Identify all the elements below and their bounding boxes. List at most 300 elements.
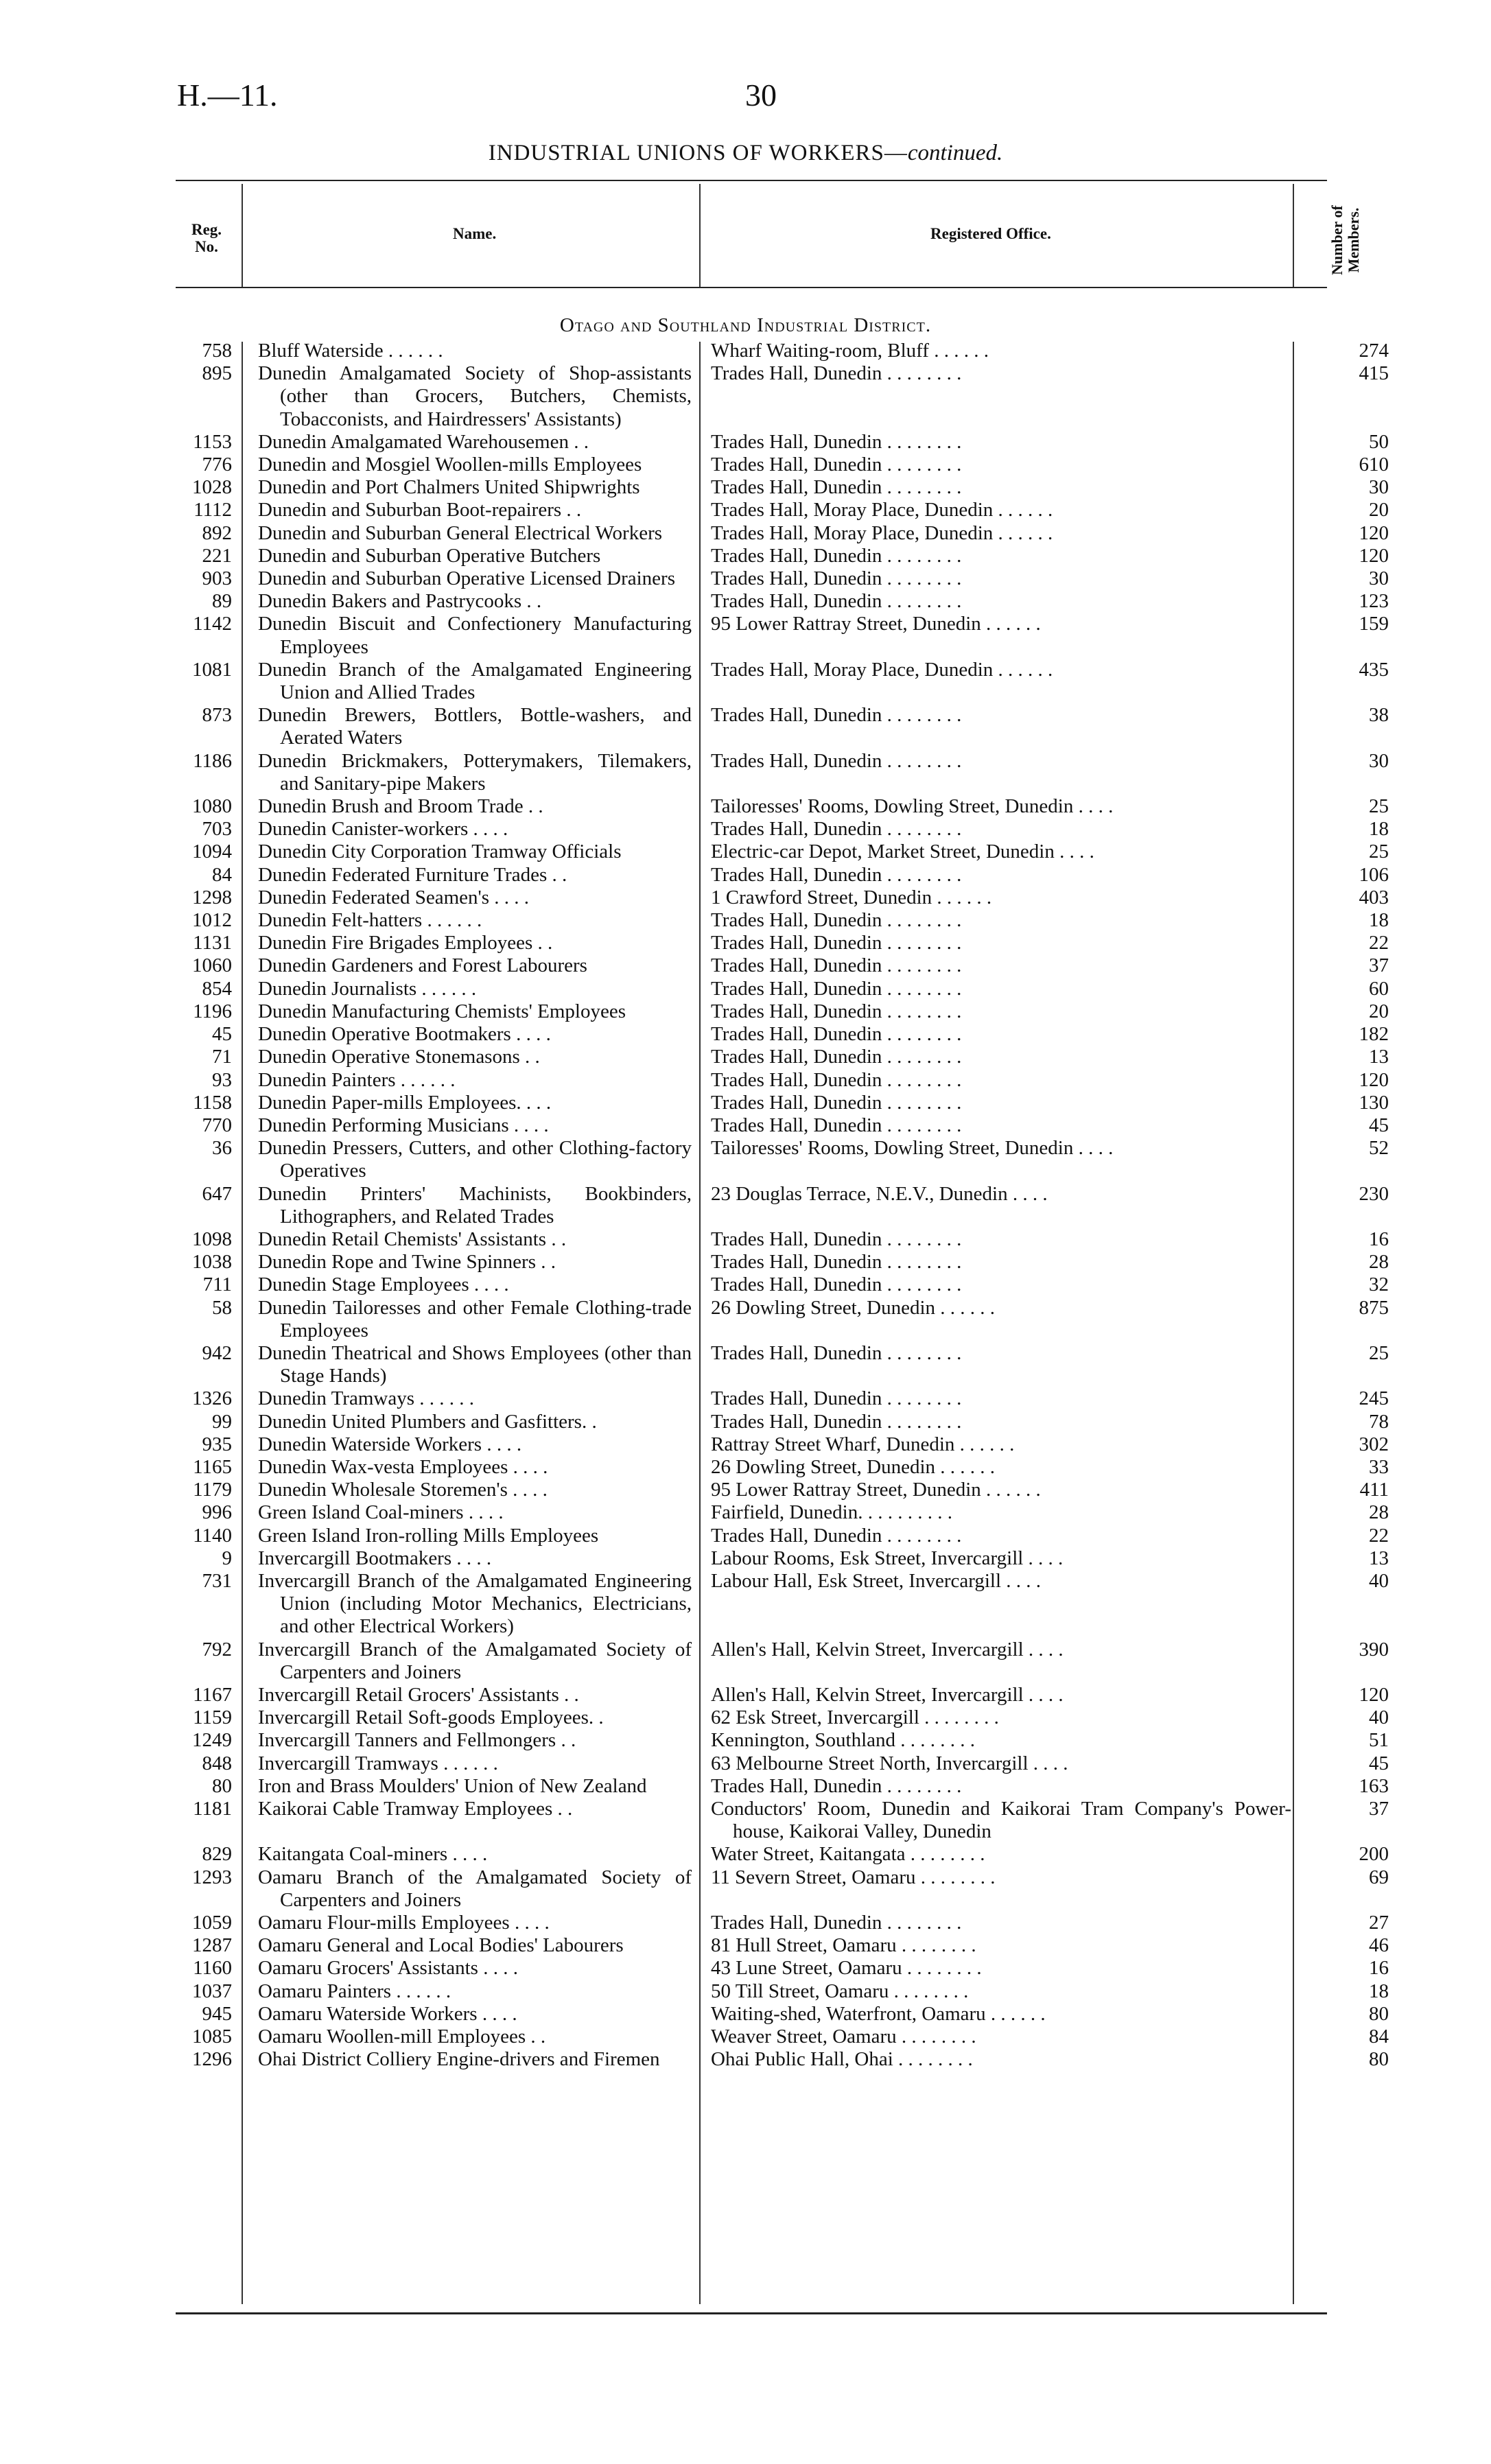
registered-office: 95 Lower Rattray Street, Dunedin . . . . . . — [711, 1479, 1041, 1501]
member-count: 40 — [1369, 1706, 1389, 1729]
union-name: Invercargill Branch of the Amalgamated Engineering Union (including Motor Mechanics, Electricians, and other Electrical Workers) — [258, 1569, 692, 1638]
registered-office: Trades Hall, Dunedin . . . . . . . . — [711, 909, 962, 932]
union-name: Oamaru Woollen-mill Employees . . — [258, 2026, 546, 2048]
reg-number: 942 — [202, 1341, 232, 1364]
registered-office: Trades Hall, Dunedin . . . . . . . . — [711, 863, 962, 886]
union-name: Dunedin and Suburban Operative Licensed Drainers — [258, 567, 675, 590]
member-count: 27 — [1369, 1912, 1389, 1934]
member-count: 22 — [1369, 932, 1389, 954]
reg-number: 1186 — [193, 749, 232, 772]
table-row — [0, 545, 1491, 567]
column-header-reg — [180, 221, 233, 255]
table-row — [0, 978, 1491, 1000]
table-row — [0, 476, 1491, 499]
reg-number: 1094 — [192, 841, 232, 863]
member-count: 16 — [1369, 1957, 1389, 1980]
union-name: Dunedin Wholesale Storemen's . . . . — [258, 1479, 548, 1501]
union-name: Dunedin Amalgamated Society of Shop-assistants (other than Grocers, Butchers, Chemists, Tobacconists, and Hairdressers' Assistants) — [258, 362, 692, 430]
union-name: Dunedin Fire Brigades Employees . . — [258, 932, 553, 954]
union-name: Invercargill Bootmakers . . . . — [258, 1547, 492, 1569]
member-count: 403 — [1359, 886, 1389, 908]
registered-office: Rattray Street Wharf, Dunedin . . . . . . — [711, 1433, 1015, 1455]
union-name: Dunedin Tramways . . . . . . — [258, 1387, 474, 1410]
union-name: Dunedin Brush and Broom Trade . . — [258, 795, 543, 818]
reg-number: 1037 — [192, 1980, 232, 2002]
union-name: Dunedin Stage Employees . . . . — [258, 1274, 509, 1296]
table-row — [0, 1114, 1491, 1137]
table-row — [0, 1912, 1491, 1934]
member-count: 80 — [1369, 2048, 1389, 2071]
member-count: 45 — [1369, 1752, 1389, 1774]
column-header-office: Registered Office. — [930, 225, 1051, 242]
reg-number: 1112 — [193, 499, 232, 521]
table-row — [0, 1137, 1491, 1182]
table-row — [0, 1387, 1491, 1410]
table-row — [0, 1934, 1491, 1957]
union-name: Invercargill Branch of the Amalgamated Society of Carpenters and Joiners — [258, 1638, 692, 1683]
table-row — [0, 841, 1491, 863]
reg-number: 1028 — [192, 476, 232, 499]
table-row — [0, 1046, 1491, 1068]
registered-office: Trades Hall, Dunedin . . . . . . . . — [711, 954, 962, 977]
reg-number: 895 — [202, 362, 232, 385]
registered-office: Trades Hall, Dunedin . . . . . . . . — [711, 1023, 962, 1046]
registered-office: Trades Hall, Dunedin . . . . . . . . — [711, 1341, 962, 1364]
reg-number: 711 — [202, 1274, 232, 1296]
registered-office: Conductors' Room, Dunedin and Kaikorai Tram Company's Power-house, Kaikorai Valley, Dunedin — [711, 1798, 1291, 1843]
registered-office: 11 Severn Street, Oamaru . . . . . . . . — [711, 1866, 996, 1888]
registered-office: Trades Hall, Dunedin . . . . . . . . — [711, 1524, 962, 1547]
registered-office: 43 Lune Street, Oamaru . . . . . . . . — [711, 1957, 982, 1980]
reg-number: 1158 — [193, 1091, 232, 1114]
reg-number: 1159 — [193, 1706, 232, 1729]
reg-number: 1142 — [193, 613, 232, 635]
union-name: Dunedin Rope and Twine Spinners . . — [258, 1251, 556, 1274]
reg-number: 1296 — [192, 2048, 232, 2071]
registered-office: 26 Dowling Street, Dunedin . . . . . . — [711, 1455, 996, 1478]
union-name: Dunedin Journalists . . . . . . — [258, 977, 477, 1000]
member-count: 130 — [1359, 1091, 1389, 1114]
reg-number: 1249 — [192, 1729, 232, 1752]
member-count: 37 — [1369, 954, 1389, 977]
reg-number: 1038 — [192, 1251, 232, 1274]
registered-office: Trades Hall, Dunedin . . . . . . . . — [711, 749, 962, 772]
registered-office: Trades Hall, Moray Place, Dunedin . . . . . . — [711, 658, 1053, 681]
reg-number: 1131 — [193, 932, 232, 954]
registered-office: 63 Melbourne Street North, Invercargill . . . . — [711, 1752, 1068, 1774]
member-count: 37 — [1369, 1798, 1389, 1820]
reg-number: 1287 — [192, 1934, 232, 1957]
union-name: Invercargill Retail Soft-goods Employees. . — [258, 1706, 604, 1729]
registered-office: Trades Hall, Dunedin . . . . . . . . — [711, 977, 962, 1000]
union-name: Dunedin Bakers and Pastrycooks . . — [258, 590, 542, 613]
reg-number: 792 — [202, 1638, 232, 1661]
reg-number: 1059 — [192, 1912, 232, 1934]
registered-office: Trades Hall, Dunedin . . . . . . . . — [711, 1228, 962, 1250]
registered-office: Trades Hall, Moray Place, Dunedin . . . . . . — [711, 499, 1053, 521]
table-row — [0, 1684, 1491, 1706]
member-count: 163 — [1359, 1774, 1389, 1797]
reg-number: 1167 — [193, 1683, 232, 1706]
reg-number: 58 — [212, 1296, 232, 1319]
table-row — [0, 659, 1491, 704]
registered-office: Trades Hall, Dunedin . . . . . . . . — [711, 1114, 962, 1136]
member-count: 30 — [1369, 749, 1389, 772]
table-row — [0, 567, 1491, 590]
registered-office: Trades Hall, Dunedin . . . . . . . . — [711, 818, 962, 841]
member-count: 106 — [1359, 863, 1389, 886]
member-count: 33 — [1369, 1455, 1389, 1478]
member-count: 40 — [1369, 1569, 1389, 1592]
table-row — [0, 1525, 1491, 1547]
registered-office: Labour Hall, Esk Street, Invercargill . . . . — [711, 1569, 1042, 1592]
member-count: 80 — [1369, 2002, 1389, 2025]
union-name: Oamaru General and Local Bodies' Labourers — [258, 1934, 624, 1957]
table-row — [0, 1297, 1491, 1342]
reg-number: 1098 — [192, 1228, 232, 1250]
reg-number: 1293 — [192, 1866, 232, 1888]
member-count: 32 — [1369, 1274, 1389, 1296]
table-row — [0, 932, 1491, 954]
union-name: Dunedin Branch of the Amalgamated Engineering Union and Allied Trades — [258, 658, 692, 704]
table-row — [0, 795, 1491, 818]
member-count: 30 — [1369, 567, 1389, 590]
union-name: Dunedin Waterside Workers . . . . — [258, 1433, 522, 1455]
member-count: 18 — [1369, 818, 1389, 841]
member-count: 16 — [1369, 1228, 1389, 1250]
member-count: 390 — [1359, 1638, 1389, 1661]
table-row — [0, 1069, 1491, 1092]
registered-office: Trades Hall, Dunedin . . . . . . . . — [711, 1251, 962, 1274]
union-name: Oamaru Branch of the Amalgamated Society of Carpenters and Joiners — [258, 1866, 692, 1911]
member-count: 230 — [1359, 1182, 1389, 1205]
reg-number: 1140 — [193, 1524, 232, 1547]
member-count: 123 — [1359, 590, 1389, 613]
title-continued: continued. — [907, 141, 1003, 165]
reg-number: 776 — [202, 454, 232, 476]
member-count: 13 — [1369, 1046, 1389, 1068]
table-row — [0, 1957, 1491, 1980]
union-name: Dunedin United Plumbers and Gasfitters. . — [258, 1410, 597, 1433]
member-count: 20 — [1369, 1000, 1389, 1022]
reg-number: 93 — [212, 1068, 232, 1091]
page-title — [0, 141, 1491, 166]
registered-office: Trades Hall, Dunedin . . . . . . . . — [711, 1046, 962, 1068]
district-heading: Otago and Southland Industrial District. — [559, 314, 932, 336]
union-name: Dunedin Biscuit and Confectionery Manufacturing Employees — [258, 613, 692, 658]
reg-number: 945 — [202, 2002, 232, 2025]
member-count: 25 — [1369, 795, 1389, 818]
member-count: 159 — [1359, 613, 1389, 635]
registered-office: Trades Hall, Dunedin . . . . . . . . — [711, 544, 962, 567]
registered-office: Trades Hall, Dunedin . . . . . . . . — [711, 704, 962, 727]
union-name: Dunedin Gardeners and Forest Labourers — [258, 954, 587, 977]
reg-number: 1196 — [193, 1000, 232, 1022]
registered-office: 26 Dowling Street, Dunedin . . . . . . — [711, 1296, 996, 1319]
reg-number: 1298 — [192, 886, 232, 908]
member-count: 45 — [1369, 1114, 1389, 1136]
union-name: Invercargill Tanners and Fellmongers . . — [258, 1729, 576, 1752]
registered-office: 23 Douglas Terrace, N.E.V., Dunedin . . . . — [711, 1182, 1048, 1205]
union-name: Dunedin Canister-workers . . . . — [258, 818, 508, 841]
reg-number: 873 — [202, 704, 232, 727]
registered-office: Waiting-shed, Waterfront, Oamaru . . . . . . — [711, 2002, 1046, 2025]
reg-number: 892 — [202, 521, 232, 544]
column-divider — [1293, 184, 1294, 287]
member-count: 25 — [1369, 1341, 1389, 1364]
table-row — [0, 1433, 1491, 1456]
registered-office: Trades Hall, Dunedin . . . . . . . . — [711, 932, 962, 954]
member-count: 18 — [1369, 909, 1389, 932]
reg-number: 45 — [212, 1023, 232, 1046]
table-row — [0, 1798, 1491, 1843]
union-name: Dunedin and Mosgiel Woollen-mills Employees — [258, 454, 642, 476]
registered-office: 95 Lower Rattray Street, Dunedin . . . . . . — [711, 613, 1041, 635]
reg-number: 647 — [202, 1182, 232, 1205]
union-name: Dunedin Theatrical and Shows Employees (other than Stage Hands) — [258, 1341, 692, 1387]
registered-office: Trades Hall, Dunedin . . . . . . . . — [711, 1387, 962, 1410]
union-name: Dunedin Felt-hatters . . . . . . — [258, 909, 482, 932]
member-count: 18 — [1369, 1980, 1389, 2002]
column-header-name: Name. — [453, 225, 497, 242]
column-header-members-line1: Number of — [1328, 205, 1346, 275]
table-row — [0, 1456, 1491, 1479]
table-row — [0, 1729, 1491, 1752]
registered-office: Weaver Street, Oamaru . . . . . . . . — [711, 2026, 976, 2048]
table-row — [0, 1023, 1491, 1046]
union-name: Oamaru Painters . . . . . . — [258, 1980, 451, 2002]
registered-office: Trades Hall, Dunedin . . . . . . . . — [711, 1912, 962, 1934]
table-row — [0, 1342, 1491, 1387]
member-count: 20 — [1369, 499, 1389, 521]
table-row — [0, 1980, 1491, 2003]
union-name: Dunedin Federated Furniture Trades . . — [258, 863, 567, 886]
table-row — [0, 1775, 1491, 1798]
table-row — [0, 590, 1491, 613]
registered-office: 62 Esk Street, Invercargill . . . . . . . . — [711, 1706, 999, 1729]
union-name: Dunedin and Suburban Operative Butchers — [258, 544, 601, 567]
table-row — [0, 1000, 1491, 1023]
reg-number: 1080 — [192, 795, 232, 818]
page-reference: H.—11. — [177, 78, 278, 113]
header-top-rule — [176, 180, 1327, 181]
member-count: 30 — [1369, 476, 1389, 499]
reg-number: 1085 — [192, 2026, 232, 2048]
registered-office: Ohai Public Hall, Ohai . . . . . . . . — [711, 2048, 973, 2071]
union-table-body — [0, 340, 1491, 2071]
registered-office: Trades Hall, Dunedin . . . . . . . . — [711, 1068, 962, 1091]
registered-office: Trades Hall, Dunedin . . . . . . . . — [711, 476, 962, 499]
union-name: Dunedin Amalgamated Warehousemen . . — [258, 430, 589, 453]
member-count: 78 — [1369, 1410, 1389, 1433]
union-name: Oamaru Flour-mills Employees . . . . — [258, 1912, 550, 1934]
reg-number: 731 — [202, 1569, 232, 1592]
union-name: Invercargill Retail Grocers' Assistants . . — [258, 1683, 579, 1706]
header-bottom-rule — [176, 287, 1327, 288]
reg-number: 1060 — [192, 954, 232, 977]
column-divider — [242, 184, 243, 287]
registered-office: Labour Rooms, Esk Street, Invercargill . . . . — [711, 1547, 1064, 1569]
table-row — [0, 750, 1491, 795]
reg-number: 770 — [202, 1114, 232, 1136]
union-name: Oamaru Grocers' Assistants . . . . — [258, 1957, 518, 1980]
table-row — [0, 2026, 1491, 2048]
table-row — [0, 1501, 1491, 1524]
member-count: 245 — [1359, 1387, 1389, 1410]
member-count: 302 — [1359, 1433, 1389, 1455]
member-count: 415 — [1359, 362, 1389, 385]
reg-number: 71 — [212, 1046, 232, 1068]
reg-number: 1179 — [193, 1479, 232, 1501]
table-row — [0, 522, 1491, 545]
member-count: 610 — [1359, 454, 1389, 476]
table-row — [0, 954, 1491, 977]
union-name: Dunedin Brewers, Bottlers, Bottle-washers, and Aerated Waters — [258, 704, 692, 749]
reg-number: 89 — [212, 590, 232, 613]
registered-office: 1 Crawford Street, Dunedin . . . . . . — [711, 886, 992, 908]
title-main: INDUSTRIAL UNIONS OF WORKERS— — [488, 141, 908, 165]
union-name: Invercargill Tramways . . . . . . — [258, 1752, 498, 1774]
reg-number: 848 — [202, 1752, 232, 1774]
reg-number: 36 — [212, 1137, 232, 1160]
member-count: 25 — [1369, 841, 1389, 863]
column-header-members-line2: Members. — [1345, 207, 1362, 273]
union-name: Kaitangata Coal-miners . . . . — [258, 1843, 488, 1866]
reg-number: 99 — [212, 1410, 232, 1433]
union-name: Green Island Iron-rolling Mills Employees — [258, 1524, 599, 1547]
registered-office: Kennington, Southland . . . . . . . . — [711, 1729, 976, 1752]
registered-office: Tailoresses' Rooms, Dowling Street, Dunedin . . . . — [711, 795, 1114, 818]
registered-office: Trades Hall, Dunedin . . . . . . . . — [711, 1774, 962, 1797]
table-row — [0, 1752, 1491, 1775]
union-name: Dunedin Wax-vesta Employees . . . . — [258, 1455, 548, 1478]
union-name: Dunedin and Suburban Boot-repairers . . — [258, 499, 582, 521]
reg-number: 1012 — [192, 909, 232, 932]
member-count: 60 — [1369, 977, 1389, 1000]
table-row — [0, 454, 1491, 476]
member-count: 38 — [1369, 704, 1389, 727]
union-name: Dunedin Manufacturing Chemists' Employees — [258, 1000, 626, 1022]
reg-number: 1326 — [192, 1387, 232, 1410]
registered-office: Allen's Hall, Kelvin Street, Invercargill . . . . — [711, 1683, 1064, 1706]
table-row — [0, 887, 1491, 909]
table-bottom-rule — [176, 2312, 1327, 2314]
page-number: 30 — [745, 78, 777, 113]
member-count: 13 — [1369, 1547, 1389, 1569]
registered-office: Trades Hall, Dunedin . . . . . . . . — [711, 567, 962, 590]
table-row — [0, 1547, 1491, 1570]
union-name: Dunedin Retail Chemists' Assistants . . — [258, 1228, 567, 1250]
reg-number: 996 — [202, 1501, 232, 1524]
reg-number: 9 — [222, 1547, 232, 1569]
member-count: 52 — [1369, 1137, 1389, 1160]
reg-number: 1165 — [193, 1455, 232, 1478]
table-row — [0, 1251, 1491, 1274]
registered-office: Trades Hall, Dunedin . . . . . . . . — [711, 454, 962, 476]
union-name: Dunedin City Corporation Tramway Officials — [258, 841, 622, 863]
table-row — [0, 1411, 1491, 1433]
registered-office: Trades Hall, Dunedin . . . . . . . . — [711, 590, 962, 613]
reg-number: 1081 — [192, 658, 232, 681]
table-row — [0, 1570, 1491, 1639]
union-name: Dunedin Federated Seamen's . . . . — [258, 886, 530, 908]
reg-number: 1153 — [193, 430, 232, 453]
union-name: Dunedin Pressers, Cutters, and other Clothing-factory Operatives — [258, 1137, 692, 1182]
union-name: Dunedin Operative Bootmakers . . . . — [258, 1023, 551, 1046]
member-count: 120 — [1359, 1068, 1389, 1091]
table-row — [0, 2003, 1491, 2026]
union-name: Dunedin Brickmakers, Potterymakers, Tilemakers, and Sanitary-pipe Makers — [258, 749, 692, 795]
registered-office: Trades Hall, Dunedin . . . . . . . . — [711, 1091, 962, 1114]
union-name: Kaikorai Cable Tramway Employees . . — [258, 1798, 573, 1820]
registered-office: Fairfield, Dunedin. . . . . . . . . . — [711, 1501, 952, 1524]
member-count: 120 — [1359, 544, 1389, 567]
table-row — [0, 818, 1491, 841]
reg-number: 903 — [202, 567, 232, 590]
table-row — [0, 362, 1491, 431]
table-row — [0, 613, 1491, 658]
table-row — [0, 2048, 1491, 2071]
union-name: Dunedin Paper-mills Employees. . . . — [258, 1091, 552, 1114]
union-name: Dunedin Performing Musicians . . . . — [258, 1114, 549, 1136]
table-row — [0, 909, 1491, 932]
reg-number: 221 — [202, 544, 232, 567]
member-count: 120 — [1359, 1683, 1389, 1706]
reg-number: 84 — [212, 863, 232, 886]
table-row — [0, 1479, 1491, 1501]
member-count: 274 — [1359, 340, 1389, 362]
column-divider — [699, 184, 701, 287]
union-name: Dunedin Painters . . . . . . — [258, 1068, 456, 1091]
member-count: 46 — [1369, 1934, 1389, 1957]
member-count: 120 — [1359, 521, 1389, 544]
table-row — [0, 1866, 1491, 1912]
table-row — [0, 1274, 1491, 1296]
table-row — [0, 1183, 1491, 1228]
union-name: Dunedin Printers' Machinists, Bookbinders, Lithographers, and Related Trades — [258, 1182, 692, 1228]
table-row — [0, 431, 1491, 454]
reg-number: 829 — [202, 1843, 232, 1866]
table-row — [0, 1092, 1491, 1114]
registered-office: Allen's Hall, Kelvin Street, Invercargill . . . . — [711, 1638, 1064, 1661]
table-row — [0, 1639, 1491, 1684]
union-name: Ohai District Colliery Engine-drivers and Firemen — [258, 2048, 660, 2071]
union-name: Iron and Brass Moulders' Union of New Zealand — [258, 1774, 647, 1797]
union-name: Dunedin and Suburban General Electrical Workers — [258, 521, 663, 544]
member-count: 50 — [1369, 430, 1389, 453]
column-header-reg-line1: Reg. — [191, 221, 222, 238]
registered-office: Water Street, Kaitangata . . . . . . . . — [711, 1843, 985, 1866]
table-row — [0, 704, 1491, 749]
reg-number: 935 — [202, 1433, 232, 1455]
member-count: 51 — [1369, 1729, 1389, 1752]
member-count: 84 — [1369, 2026, 1389, 2048]
member-count: 435 — [1359, 658, 1389, 681]
union-name: Green Island Coal-miners . . . . — [258, 1501, 504, 1524]
registered-office: Trades Hall, Dunedin . . . . . . . . — [711, 1274, 962, 1296]
registered-office: Wharf Waiting-room, Bluff . . . . . . — [711, 340, 989, 362]
member-count: 182 — [1359, 1023, 1389, 1046]
table-row — [0, 499, 1491, 521]
registered-office: Trades Hall, Dunedin . . . . . . . . — [711, 1000, 962, 1022]
registered-office: 81 Hull Street, Oamaru . . . . . . . . — [711, 1934, 976, 1957]
reg-number: 758 — [202, 340, 232, 362]
member-count: 411 — [1359, 1479, 1389, 1501]
reg-number: 80 — [212, 1774, 232, 1797]
union-name: Dunedin Tailoresses and other Female Clothing-trade Employees — [258, 1296, 692, 1341]
table-row — [0, 1228, 1491, 1251]
table-row — [0, 340, 1491, 362]
